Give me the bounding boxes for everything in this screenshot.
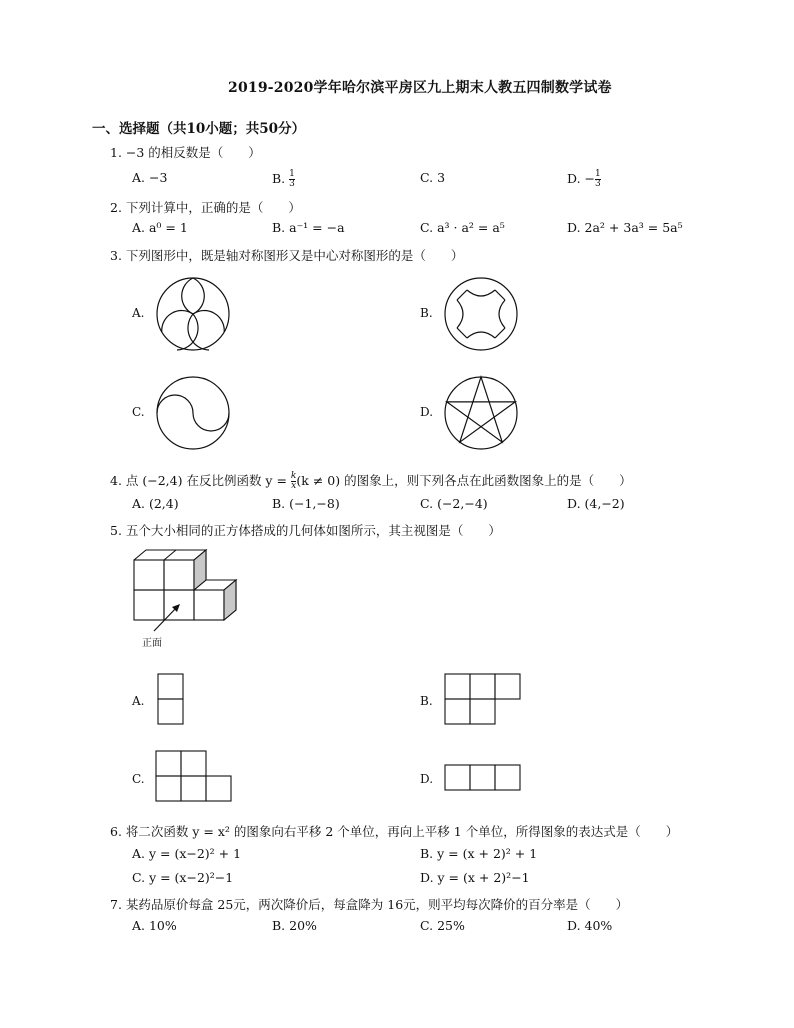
q3-label-c: C. (132, 405, 145, 419)
q5-option-d-figure (444, 764, 524, 792)
q5-label-b: B. (420, 694, 433, 708)
q4-stem-post: (k ≠ 0) 的图象上，则下列各点在此函数图象上的是（ ） (296, 473, 632, 488)
q5-label-a: A. (132, 694, 145, 708)
q3-figure-d (443, 375, 519, 451)
q7-option-b: B. 20% (272, 918, 317, 933)
q5-option-a-figure (157, 673, 185, 725)
q7-option-a: A. 10% (132, 918, 177, 933)
page-title: 2019-2020学年哈尔滨平房区九上期末人教五四制数学试卷 (228, 80, 612, 96)
q4-frac-num: k (290, 471, 297, 481)
q1-option-b: B. $\frac{1}{3}$ (272, 169, 295, 189)
q1-option-a: A. −3 (132, 170, 168, 185)
q1-option-d: D. − $\frac{1}{3}$ (567, 169, 601, 189)
q4-option-c: C. (−2,−4) (420, 496, 488, 511)
q5-stem: 5. 五个大小相同的正方体搭成的几何体如图所示，其主视图是（ ） (110, 523, 501, 538)
q3-figure-b (443, 276, 519, 352)
q6-stem: 6. 将二次函数 y = x² 的图象向右平移 2 个单位，再向上平移 1 个单位，所得图象的表达式是（ ） (110, 824, 679, 839)
q1-stem: 1. −3 的相反数是（ ） (110, 145, 261, 160)
q2-option-a: A. a⁰ = 1 (132, 220, 188, 235)
q2-option-d: D. 2a² + 3a³ = 5a⁵ (567, 220, 683, 235)
q4-option-a: A. (2,4) (132, 496, 179, 511)
q7-stem: 7. 某药品原价每盒 25元，两次降价后，每盒降为 16元，则平均每次降价的百分率是（ ） (110, 897, 629, 912)
q4-frac-den: x (291, 481, 297, 491)
q7-option-c: C. 25% (420, 918, 465, 933)
q3-figure-c (155, 375, 231, 451)
q1-option-c: C. 3 (420, 170, 446, 185)
q3-figure-a (155, 276, 231, 352)
q4-option-d: D. (4,−2) (567, 496, 625, 511)
section-heading: 一、选择题（共10小题；共50分） (92, 121, 306, 137)
q3-label-a: A. (132, 306, 145, 320)
q6-option-c: C. y = (x−2)²−1 (132, 870, 234, 885)
q3-stem: 3. 下列图形中，既是轴对称图形又是中心对称图形的是（ ） (110, 248, 464, 263)
q3-label-d: D. (420, 405, 434, 419)
q7-option-d: D. 40% (567, 918, 613, 933)
q6-option-d: D. y = (x + 2)²−1 (420, 870, 530, 885)
q2-stem: 2. 下列计算中，正确的是（ ） (110, 200, 301, 215)
q5-label-c: C. (132, 772, 145, 786)
q5-front-label: 正面 (142, 638, 162, 649)
q6-option-b: B. y = (x + 2)² + 1 (420, 846, 538, 861)
q5-option-b-figure (444, 673, 524, 725)
q5-option-c-figure (155, 750, 235, 804)
q4-option-b: B. (−1,−8) (272, 496, 340, 511)
q5-label-d: D. (420, 772, 434, 786)
q2-option-c: C. a³ · a² = a⁵ (420, 220, 505, 235)
q3-label-b: B. (420, 306, 433, 320)
q5-cube-figure (132, 548, 252, 648)
q6-option-a: A. y = (x−2)² + 1 (132, 846, 242, 861)
q4-stem (110, 471, 632, 491)
q4-stem-pre: 4. 点 (−2,4) 在反比例函数 y = (110, 473, 291, 488)
q2-option-b: B. a⁻¹ = −a (272, 220, 345, 235)
